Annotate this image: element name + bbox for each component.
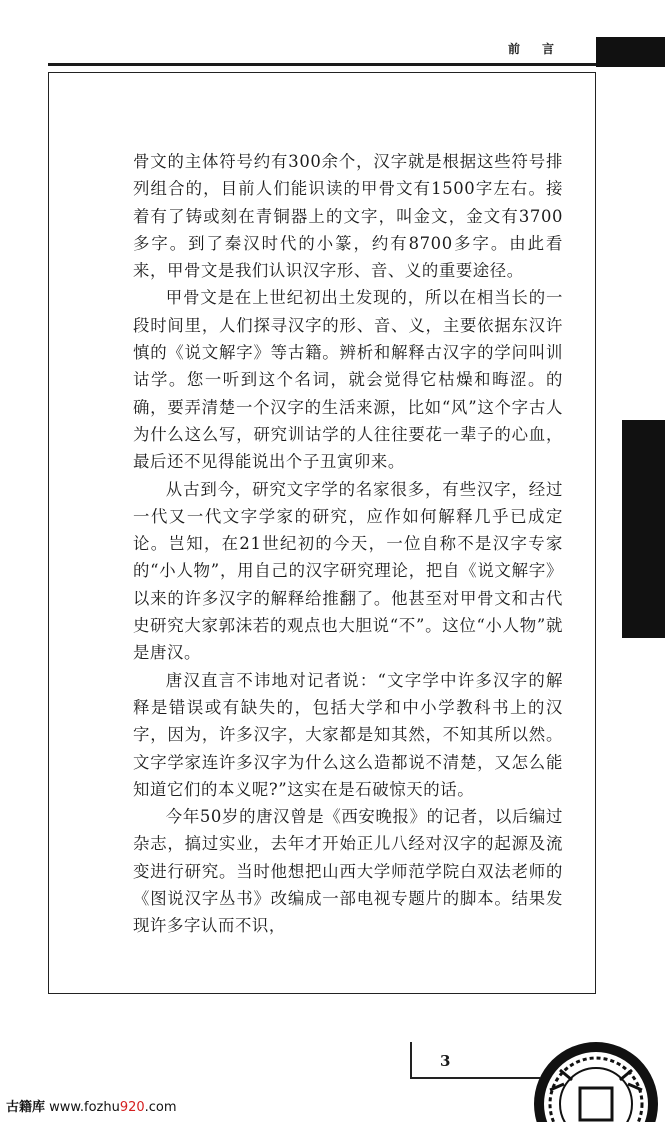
corner-tab-decoration xyxy=(596,37,665,67)
watermark-url-prefix: www.fozhu xyxy=(49,1100,120,1115)
paragraph: 从古到今，研究文字学的名家很多，有些汉字，经过一代又一代文字学家的研究，应作如何解释几乎已成定论。岂知，在21世纪初的今天，一位自称不是汉字专家的“小人物”，用自己的汉字研究理论，把自《说文解字》以来的许多汉字的解释给推翻了。他甚至对甲骨文和古代史研究大家郭沫若的观点也大胆说“不”。这位“小人物”就是唐汉。 xyxy=(133,479,563,663)
page-text-body xyxy=(133,148,563,940)
running-header-title: 前言 xyxy=(508,42,577,56)
side-thumb-tab xyxy=(622,420,665,638)
paragraph: 今年50岁的唐汉曾是《西安晚报》的记者，以后编过杂志，搞过实业，去年才开始正儿八经对汉字的起源及流变进行研究。当时他想把山西大学师范学院白双法老师的《图说汉字丛书》改编成一部电视专题片的脚本。结果发现许多字认而不识， xyxy=(133,807,563,936)
site-watermark xyxy=(6,1096,177,1115)
paragraph: 唐汉直言不讳地对记者说：“文字学中许多汉字的解释是错误或有缺失的，包括大学和中小学教科书上的汉字，因为，许多汉字，大家都是知其然，不知其所以然。文字学家连许多汉字为什么这么造都说不清楚，又怎么能知道它们的本义呢?”这实在是石破惊天的话。 xyxy=(133,670,563,799)
watermark-brand: 古籍库 xyxy=(6,1100,46,1115)
coin-seal-icon xyxy=(520,1040,665,1122)
footer-tick xyxy=(410,1042,412,1078)
watermark-url-number: 920 xyxy=(119,1100,145,1115)
paragraph: 甲骨文是在上世纪初出土发现的，所以在相当长的一段时间里，人们探寻汉字的形、音、义，主要依据东汉许慎的《说文解字》等古籍。辨析和解释古汉字的学问叫训诂学。您一听到这个名词，就会觉得它枯燥和晦涩。的确，要弄清楚一个汉字的生活来源，比如“风”这个字古人为什么这么写，研究训诂学的人往往要花一辈子的心血，最后还不见得能说出个子丑寅卯来。 xyxy=(133,288,563,472)
paragraph: 骨文的主体符号约有300余个，汉字就是根据这些符号排列组合的，目前人们能识读的甲骨文有1500字左右。接着有了铸或刻在青铜器上的文字，叫金文，金文有3700多字。到了秦汉时代的小篆，约有8700多字。由此看来，甲骨文是我们认识汉字形、音、义的重要途径。 xyxy=(133,152,563,281)
watermark-url-suffix: .com xyxy=(144,1100,177,1115)
page-number: 3 xyxy=(440,1052,451,1070)
header-rule xyxy=(48,63,596,66)
